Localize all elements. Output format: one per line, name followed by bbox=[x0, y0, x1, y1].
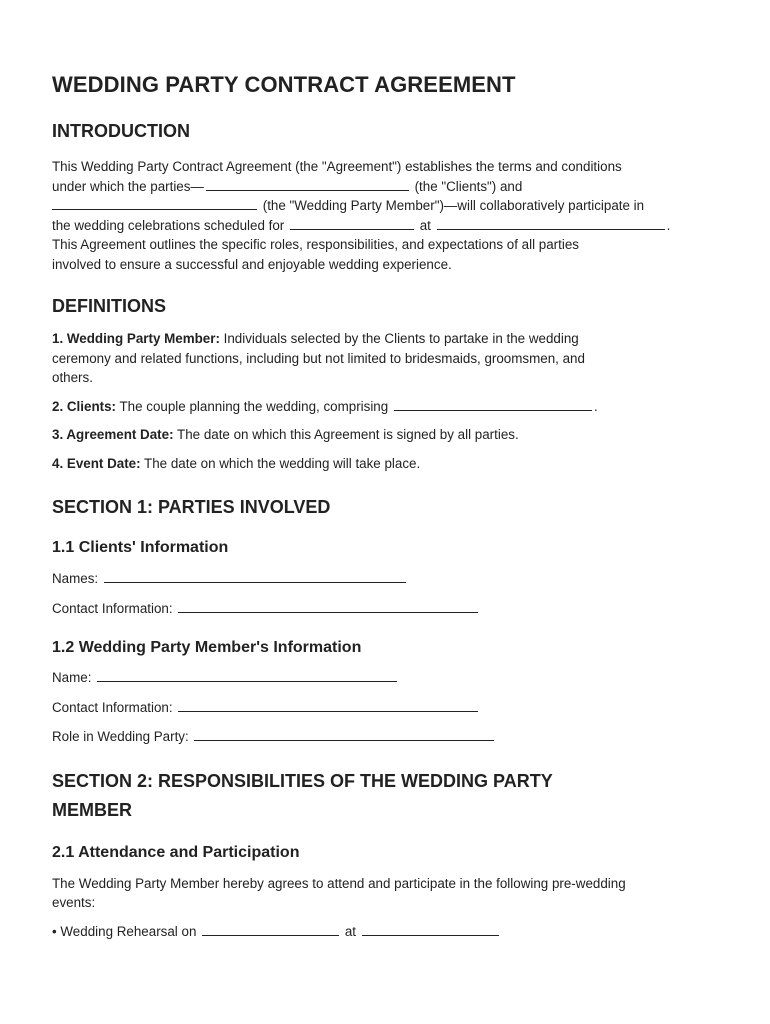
definition-2-period: . bbox=[593, 398, 598, 414]
intro-parties-text: under which the parties— bbox=[52, 178, 204, 194]
definition-4-term: 4. Event Date: bbox=[52, 455, 141, 471]
section-2-heading-line-1: SECTION 2: RESPONSIBILITIES OF THE WEDDING PARTY bbox=[52, 770, 553, 791]
clients-information-heading: 1.1 Clients' Information bbox=[52, 539, 229, 556]
clients-contact-line bbox=[52, 599, 720, 619]
section-1-heading: SECTION 1: PARTIES INVOLVED bbox=[52, 497, 331, 517]
definition-4-text: The date on which the wedding will take place. bbox=[140, 455, 421, 471]
intro-line-3 bbox=[52, 196, 720, 216]
member-name-field[interactable] bbox=[97, 668, 397, 682]
wedding-location-blank[interactable] bbox=[437, 216, 665, 230]
clients-names-label: Names: bbox=[52, 571, 99, 586]
definition-3 bbox=[52, 425, 720, 445]
introduction-paragraph bbox=[52, 157, 720, 274]
definition-4 bbox=[52, 454, 720, 474]
intro-member-text: (the "Wedding Party Member")—will collaboratively participate in bbox=[262, 198, 645, 213]
clients-names-field[interactable] bbox=[104, 569, 406, 583]
intro-line-1: This Wedding Party Contract Agreement (the "Agreement") establishes the terms and conditions bbox=[52, 159, 622, 174]
attendance-heading: 2.1 Attendance and Participation bbox=[52, 843, 300, 861]
member-information-heading: 1.2 Wedding Party Member's Information bbox=[52, 639, 362, 656]
member-name-line bbox=[52, 668, 720, 688]
attendance-line-2: events: bbox=[52, 895, 96, 910]
clients-names-line bbox=[52, 569, 720, 589]
definition-1-line-1 bbox=[52, 329, 720, 349]
definition-3-term: 3. Agreement Date: bbox=[52, 427, 174, 442]
definition-2-text: The couple planning the wedding, comprising bbox=[116, 398, 389, 414]
clients-name-blank[interactable] bbox=[206, 177, 409, 191]
member-name-blank[interactable] bbox=[52, 196, 257, 210]
definition-1-term: 1. Wedding Party Member: bbox=[52, 331, 220, 346]
rehearsal-location-field[interactable] bbox=[362, 922, 499, 936]
rehearsal-bullet bbox=[52, 922, 720, 942]
intro-clients-text: (the "Clients") and bbox=[414, 178, 523, 194]
definitions-heading: DEFINITIONS bbox=[52, 296, 167, 316]
member-contact-label: Contact Information: bbox=[52, 699, 173, 715]
definition-2 bbox=[52, 397, 720, 417]
clients-contact-field[interactable] bbox=[178, 599, 478, 613]
section-2-heading bbox=[52, 767, 720, 825]
intro-at-text: at bbox=[419, 217, 431, 233]
intro-line-2 bbox=[52, 177, 720, 197]
definition-2-term: 2. Clients: bbox=[52, 398, 116, 414]
intro-period: . bbox=[666, 217, 671, 233]
rehearsal-at-text: at bbox=[344, 923, 357, 939]
member-contact-field[interactable] bbox=[178, 698, 478, 712]
intro-scheduled-text: the wedding celebrations scheduled for bbox=[52, 217, 285, 233]
introduction-heading: INTRODUCTION bbox=[52, 121, 190, 141]
member-name-label: Name: bbox=[52, 670, 92, 685]
attendance-paragraph bbox=[52, 874, 720, 913]
member-contact-line bbox=[52, 698, 720, 718]
wedding-date-blank[interactable] bbox=[290, 216, 414, 230]
document-title: WEDDING PARTY CONTRACT AGREEMENT bbox=[52, 72, 516, 97]
definition-3-text: The date on which this Agreement is signed by all parties. bbox=[173, 427, 519, 442]
section-2-heading-line-2: MEMBER bbox=[52, 799, 132, 820]
definition-1-line-2: ceremony and related functions, including but not limited to bridesmaids, groomsmen, and bbox=[52, 350, 585, 366]
clients-comprising-blank[interactable] bbox=[394, 397, 592, 411]
member-role-field[interactable] bbox=[194, 727, 494, 741]
document-body bbox=[52, 70, 720, 941]
member-role-label: Role in Wedding Party: bbox=[52, 729, 189, 744]
clients-contact-label: Contact Information: bbox=[52, 600, 173, 616]
rehearsal-label: • Wedding Rehearsal on bbox=[52, 923, 197, 939]
intro-line-6: involved to ensure a successful and enjoyable wedding experience. bbox=[52, 256, 452, 272]
definition-1-text: Individuals selected by the Clients to partake in the wedding bbox=[219, 331, 579, 346]
definition-1 bbox=[52, 329, 720, 388]
rehearsal-date-field[interactable] bbox=[202, 922, 339, 936]
attendance-line-1: The Wedding Party Member hereby agrees to attend and participate in the following pre-wedding bbox=[52, 875, 626, 891]
definition-1-line-3: others. bbox=[52, 370, 93, 385]
intro-line-5: This Agreement outlines the specific roles, responsibilities, and expectations of all parties bbox=[52, 237, 579, 252]
member-role-line bbox=[52, 727, 720, 747]
intro-line-4 bbox=[52, 216, 720, 236]
